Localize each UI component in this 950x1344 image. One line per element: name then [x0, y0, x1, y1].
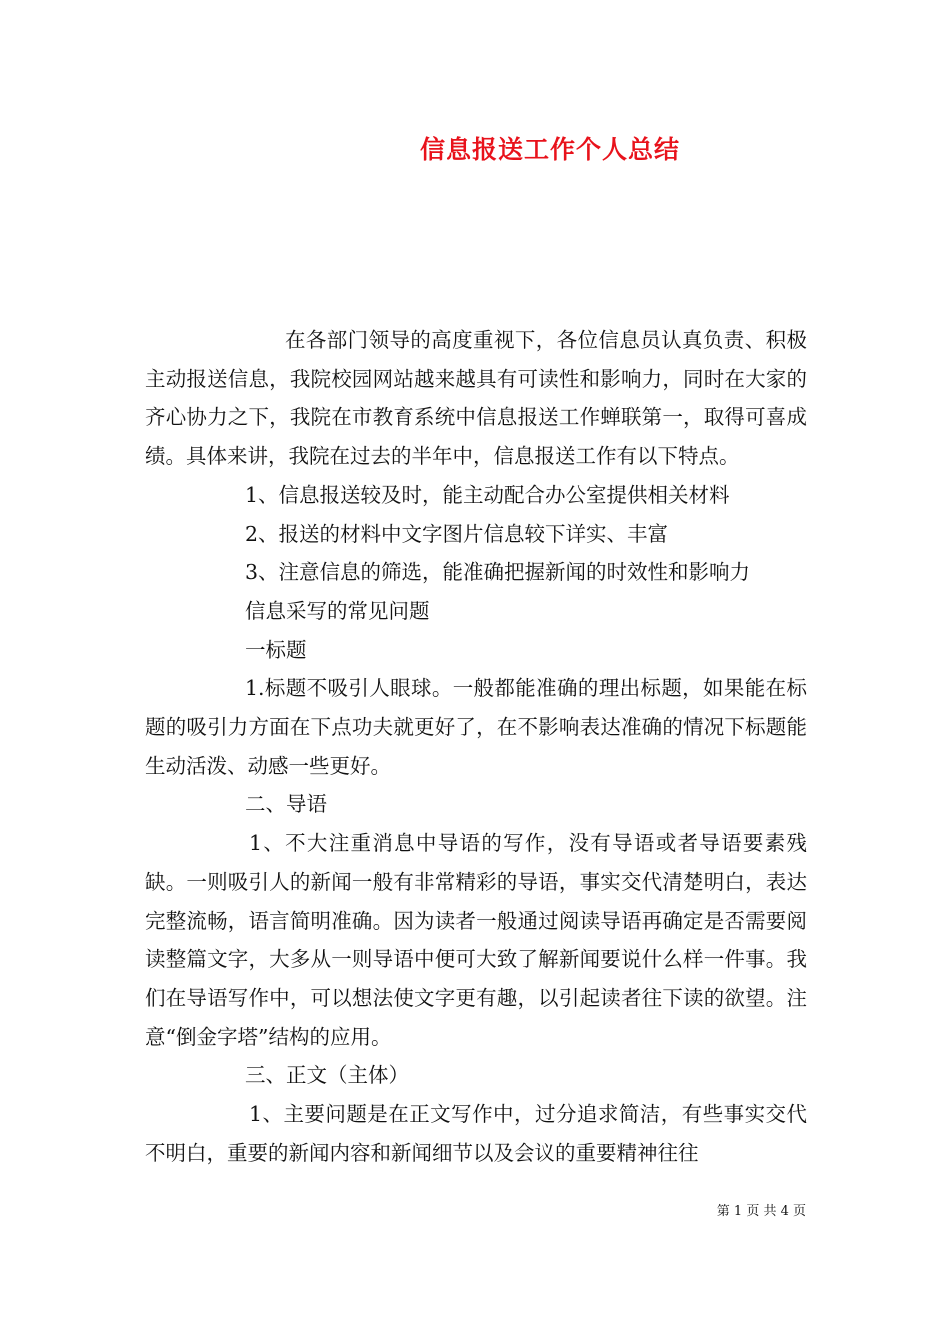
document-title: 信息报送工作个人总结 [419, 135, 680, 164]
feature-item-1: 1、信息报送较及时，能主动配合办公室提供相关材料 [245, 482, 730, 507]
section-heading-problems: 信息采写的常见问题 [245, 598, 430, 623]
page-number-footer: 第 1 页 共 4 页 [716, 1204, 806, 1219]
section-heading-title: 一标题 [245, 637, 307, 662]
body-problem-paragraph: 1、主要问题是在正文写作中，过分追求简洁，有些事实交代不明白，重要的新闻内容和新闻细节以及会议的重要精神往往 [145, 1102, 807, 1165]
document-body [145, 321, 807, 1172]
title-problem-paragraph: 1.标题不吸引人眼球。一般都能准确的理出标题，如果能在标题的吸引力方面在下点功夫就更好了，在不影响表达准确的情况下标题能生动活泼、动感一些更好。 [145, 676, 807, 778]
lead-problem-paragraph: 1、不大注重消息中导语的写作，没有导语或者导语要素残缺。一则吸引人的新闻一般有非常精彩的导语，事实交代清楚明白，表达完整流畅，语言简明准确。因为读者一般通过阅读导语再确定是否需要阅读整篇文字，大多从一则导语中便可大致了解新闻要说什么样一件事。我们在导语写作中，可以想法使文字更有趣，以引起读者往下读的欲望。注意“倒金字塔”结构的应用。 [145, 831, 807, 1049]
section-heading-lead: 二、导语 [245, 792, 327, 817]
feature-item-2: 2、报送的材料中文字图片信息较下详实、丰富 [245, 521, 669, 546]
section-heading-body: 三、正文（主体） [245, 1063, 409, 1088]
feature-item-3: 3、注意信息的筛选，能准确把握新闻的时效性和影响力 [245, 560, 751, 585]
intro-paragraph: 在各部门领导的高度重视下，各位信息员认真负责、积极主动报送信息，我院校园网站越来越具有可读性和影响力，同时在大家的齐心协力之下，我院在市教育系统中信息报送工作蝉联第一，取得可喜成绩。具体来讲，我院在过去的半年中，信息报送工作有以下特点。 [145, 328, 807, 469]
